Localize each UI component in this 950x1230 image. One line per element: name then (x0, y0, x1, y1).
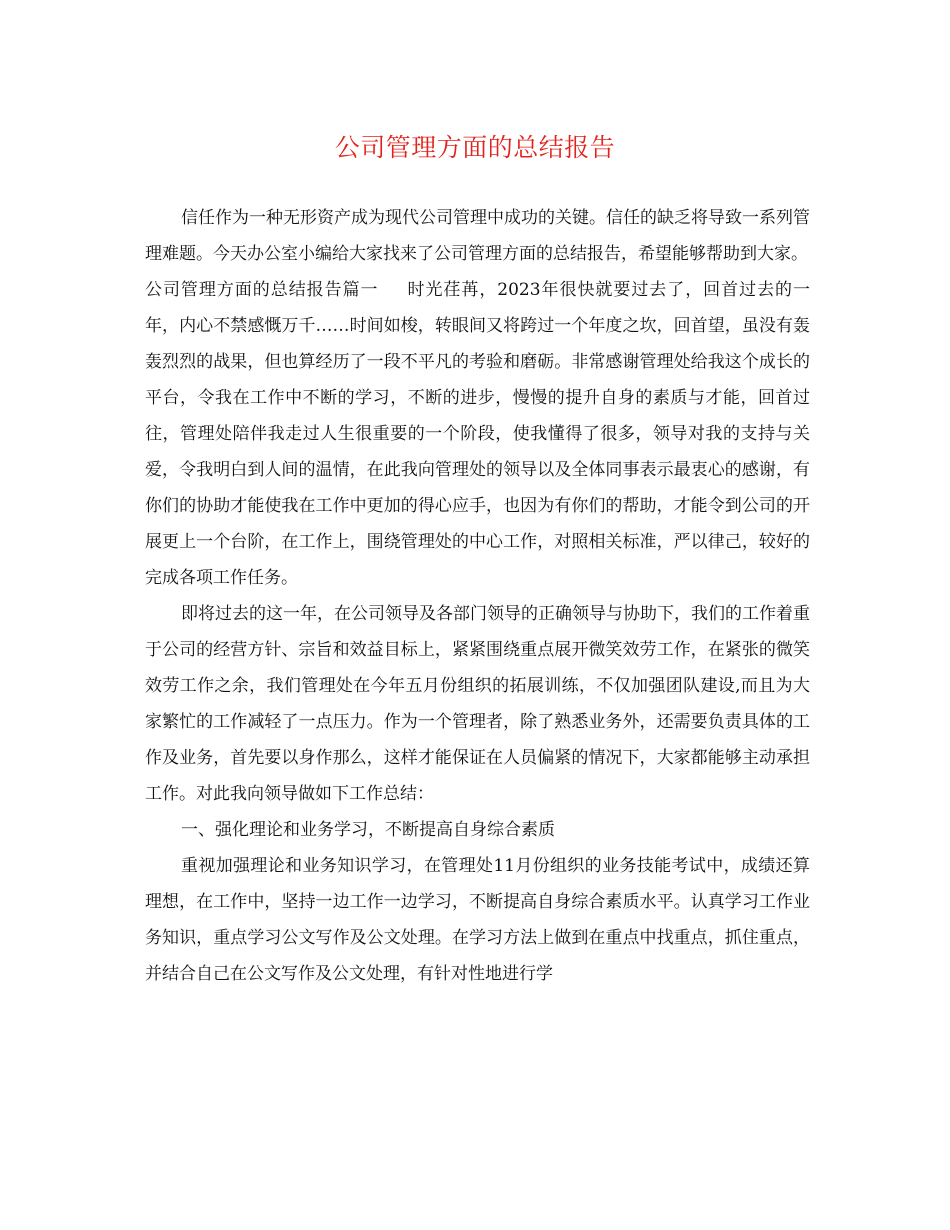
document-title: 公司管理方面的总结报告 (334, 133, 616, 162)
paragraph-2: 即将过去的这一年，在公司领导及各部门领导的正确领导与协助下，我们的工作着重于公司的经营方针、宗旨和效益目标上，紧紧围绕重点展开微笑效劳工作，在紧张的微笑效劳工作之余，我们管理处在今年五月份组织的拓展训练，不仅加强团队建设,而且为大家繁忙的工作减轻了一点压力。作为一个管理者，除了熟悉业务外，还需要负责具体的工作及业务，首先要以身作那么，这样才能保证在人员偏紧的情况下，大家都能够主动承担工作。对此我向领导做如下工作总结： (145, 604, 810, 804)
document-body (145, 200, 810, 992)
paragraph-3: 重视加强理论和业务知识学习，在管理处11月份组织的业务技能考试中，成绩还算理想，在工作中，坚持一边工作一边学习，不断提高自身综合素质水平。认真学习工作业务知识，重点学习公文写作及公文处理。在学习方法上做到在重点中找重点，抓住重点，并结合自己在公文写作及公文处理，有针对性地进行学 (145, 856, 810, 984)
paragraph-1-text: 时光荏苒，2023年很快就要过去了，回首过去的一年，内心不禁感慨万千……时间如梭，转眼间又将跨过一个年度之坎，回首望，虽没有轰轰烈烈的战果，但也算经历了一段不平凡的考验和磨砺。非常感谢管理处给我这个成长的平台，令我在工作中不断的学习，不断的进步，慢慢的提升自身的素质与才能，回首过往，管理处陪伴我走过人生很重要的一个阶段，使我懂得了很多，领导对我的支持与关爱，令我明白到人间的温情，在此我向管理处的领导以及全体同事表示最衷心的感谢，有你们的协助才能使我在工作中更加的得心应手，也因为有你们的帮助，才能令到公司的开展更上一个台阶，在工作上，围绕管理处的中心工作，对照相关标准，严以律己，较好的完成各项工作任务。 (145, 280, 810, 588)
section-heading-1: 一、强化理论和业务学习，不断提高自身综合素质 (181, 820, 555, 840)
section-label: 公司管理方面的总结报告篇一 (145, 280, 379, 300)
intro-paragraph: 信任作为一种无形资产成为现代公司管理中成功的关键。信任的缺乏将导致一系列管理难题。今天办公室小编给大家找来了公司管理方面的总结报告，希望能够帮助到大家。 (145, 208, 810, 264)
section-paragraph-1 (145, 272, 810, 596)
